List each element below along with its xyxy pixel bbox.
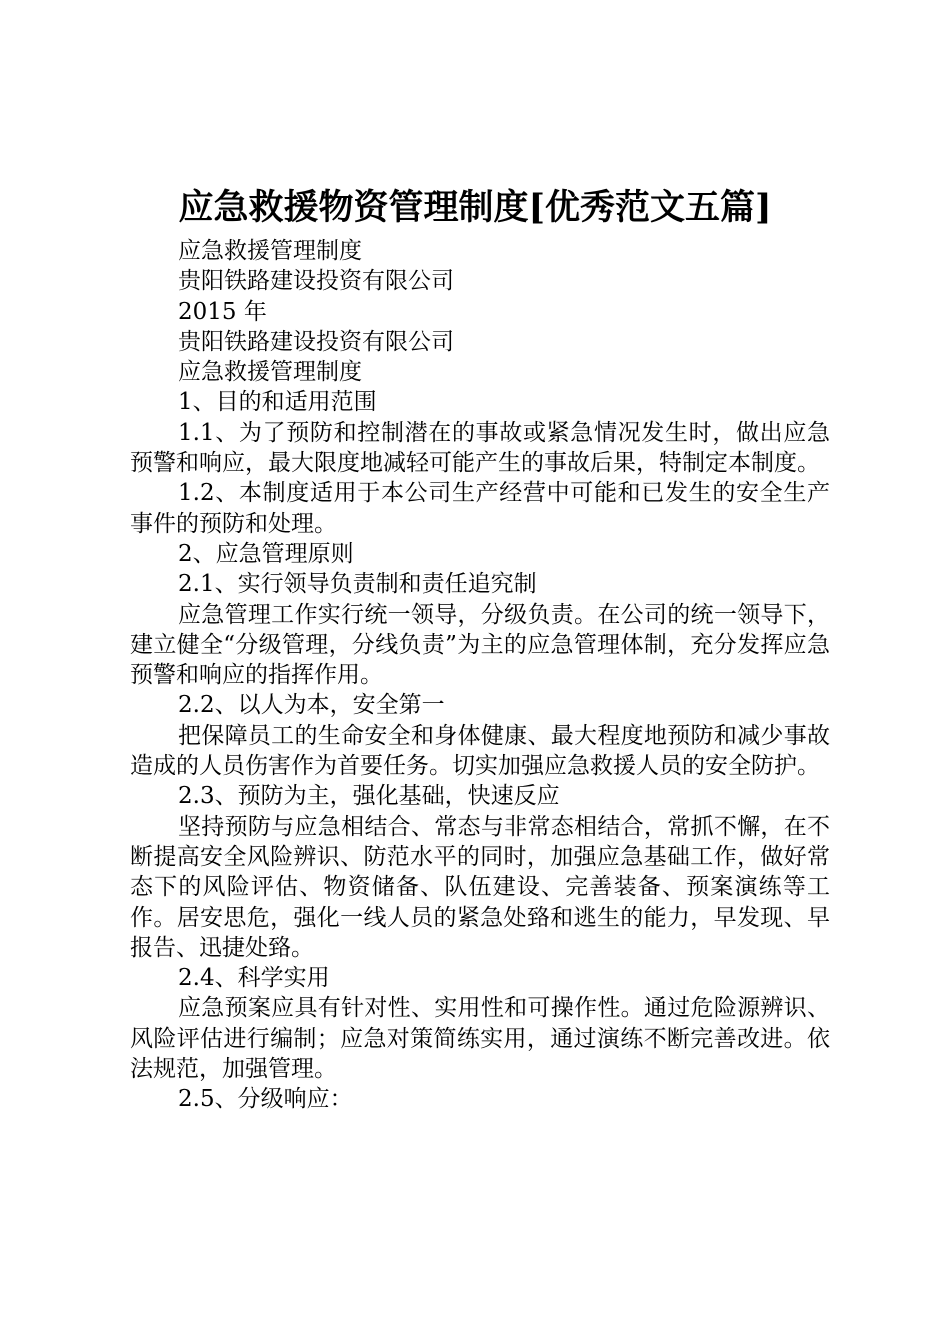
subsection-heading: 2.1、实行领导负责制和责任追究制 (178, 571, 537, 598)
subsection-heading: 2.4、科学实用 (178, 965, 330, 992)
text-line: 贵阳铁路建设投资有限公司 (178, 268, 454, 295)
paragraph: 应急管理工作实行统一领导，分级负责。在公司的统一领导下，建立健全“分级管理，分线负责”为主的应急管理体制，充分发挥应急预警和响应的指挥作用。 (130, 601, 830, 689)
section-heading: 1、目的和适用范围 (178, 389, 377, 416)
text-line: 应急救援管理制度 (178, 238, 362, 264)
paragraph: 把保障员工的生命安全和身体健康、最大程度地预防和减少事故造成的人员伤害作为首要任务。切实加强应急救援人员的安全防护。 (130, 722, 830, 780)
section-heading: 2、应急管理原则 (178, 540, 354, 567)
text-line: 应急救援管理制度 (178, 359, 362, 386)
subsection-heading: 2.5、分级响应： (178, 1086, 353, 1113)
paragraph: 1.1、为了预防和控制潜在的事故或紧急情况发生时，做出应急预警和响应，最大限度地减轻可能产生的事故后果，特制定本制度。 (130, 419, 830, 477)
subsection-heading: 2.3、预防为主，强化基础，快速反应 (178, 783, 560, 810)
subsection-heading: 2.2、以人为本，安全第一 (178, 692, 445, 719)
paragraph: 坚持预防与应急相结合、常态与非常态相结合，常抓不懈，在不断提高安全风险辨识、防范水平的同时，加强应急基础工作，做好常态下的风险评估、物资储备、队伍建设、完善装备、预案演练等工作。居安思危，强化一线人员的紧急处臵和逃生的能力，早发现、早报告、迅捷处臵。 (130, 813, 830, 961)
text-line: 2015 年 (178, 298, 267, 325)
document-body (130, 236, 830, 1115)
paragraph: 1.2、本制度适用于本公司生产经营中可能和已发生的安全生产事件的预防和处理。 (130, 480, 830, 537)
text-line: 贵阳铁路建设投资有限公司 (178, 328, 454, 355)
paragraph: 应急预案应具有针对性、实用性和可操作性。通过危险源辨识、风险评估进行编制；应急对策简练实用，通过演练不断完善改进。依法规范，加强管理。 (130, 995, 830, 1083)
document-title: 应急救援物资管理制度[优秀范文五篇] (178, 187, 772, 228)
